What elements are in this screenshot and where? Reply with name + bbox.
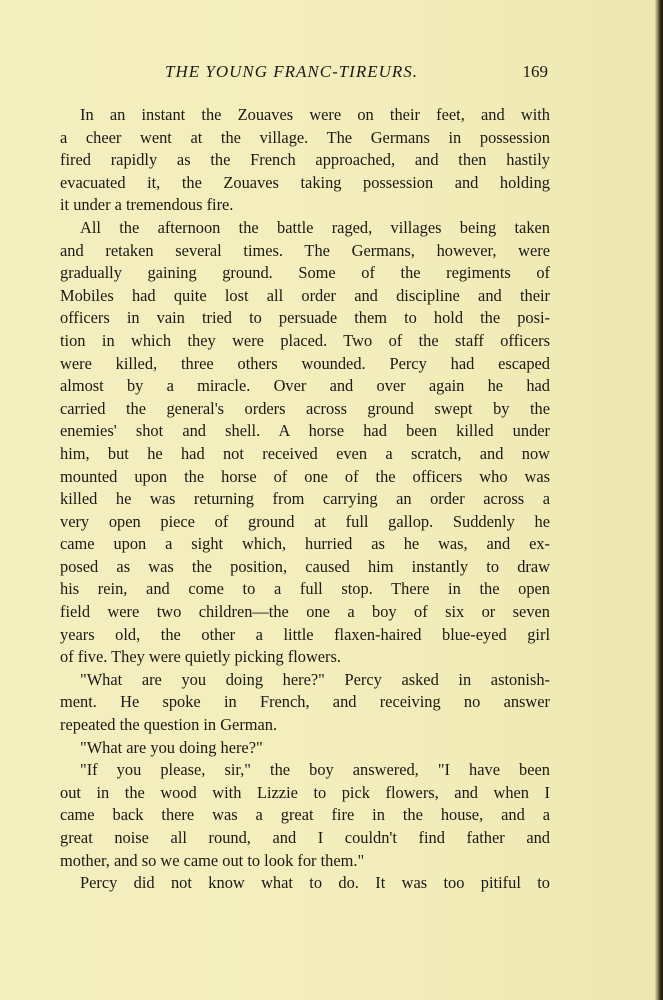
text-line: posed as was the position, caused him instantly to draw	[60, 556, 550, 576]
text-line: repeated the question in German.	[60, 715, 278, 735]
text-line: tion in which they were placed. Two of the staff officers	[60, 330, 550, 350]
text-line: his rein, and come to a full stop. There in the open	[60, 579, 550, 599]
text-line: years old, the other a little flaxen-haired blue-eyed girl	[60, 624, 550, 644]
page-edge-shadow	[655, 0, 663, 1000]
body-text	[60, 104, 550, 895]
page-header	[60, 62, 548, 86]
text-line: and retaken several times. The Germans, however, were	[60, 240, 550, 260]
text-line: fired rapidly as the French approached, and then hastily	[60, 150, 550, 170]
text-line: him, but he had not received even a scratch, and now	[60, 443, 550, 463]
text-line: carried the general's orders across ground swept by the	[60, 398, 550, 418]
text-line: gradually gaining ground. Some of the regiments of	[60, 263, 550, 283]
text-line: almost by a miracle. Over and over again he had	[60, 376, 550, 396]
text-line: Percy did not know what to do. It was too pitiful to	[80, 873, 550, 893]
text-line: mounted upon the horse of one of the officers who was	[60, 466, 550, 486]
text-line: "If you please, sir," the boy answered, "I have been	[80, 760, 550, 780]
text-line: came upon a sight which, hurried as he was, and ex-	[60, 534, 550, 554]
text-line: ment. He spoke in French, and receiving no answer	[60, 692, 550, 712]
text-line: enemies' shot and shell. A horse had been killed under	[60, 421, 550, 441]
text-line: out in the wood with Lizzie to pick flowers, and when I	[60, 782, 550, 802]
text-line: were killed, three others wounded. Percy had escaped	[60, 353, 550, 373]
text-line: mother, and so we came out to look for them."	[60, 850, 365, 870]
text-line: Mobiles had quite lost all order and discipline and their	[60, 285, 550, 305]
text-line: In an instant the Zouaves were on their feet, and with	[80, 105, 550, 124]
text-line: evacuated it, the Zouaves taking possession and holding	[60, 172, 550, 192]
text-line: of five. They were quietly picking flowers.	[60, 647, 341, 667]
text-line: it under a tremendous fire.	[60, 195, 234, 215]
running-head: THE YOUNG FRANC-TIREURS.	[165, 62, 419, 81]
text-line: came back there was a great fire in the house, and a	[60, 805, 550, 825]
text-line: officers in vain tried to persuade them to hold the posi-	[60, 308, 550, 328]
page-number: 169	[522, 62, 548, 81]
text-line: "What are you doing here?" Percy asked in astonish-	[80, 669, 550, 689]
text-line: "What are you doing here?"	[80, 737, 263, 757]
text-line: All the afternoon the battle raged, villages being taken	[80, 217, 550, 237]
text-line: field were two children—the one a boy of six or seven	[60, 602, 550, 622]
text-line: killed he was returning from carrying an order across a	[60, 489, 550, 509]
text-line: great noise all round, and I couldn't find father and	[60, 828, 550, 847]
text-line: a cheer went at the village. The Germans in possession	[60, 127, 550, 147]
text-line: very open piece of ground at full gallop. Suddenly he	[60, 511, 550, 531]
